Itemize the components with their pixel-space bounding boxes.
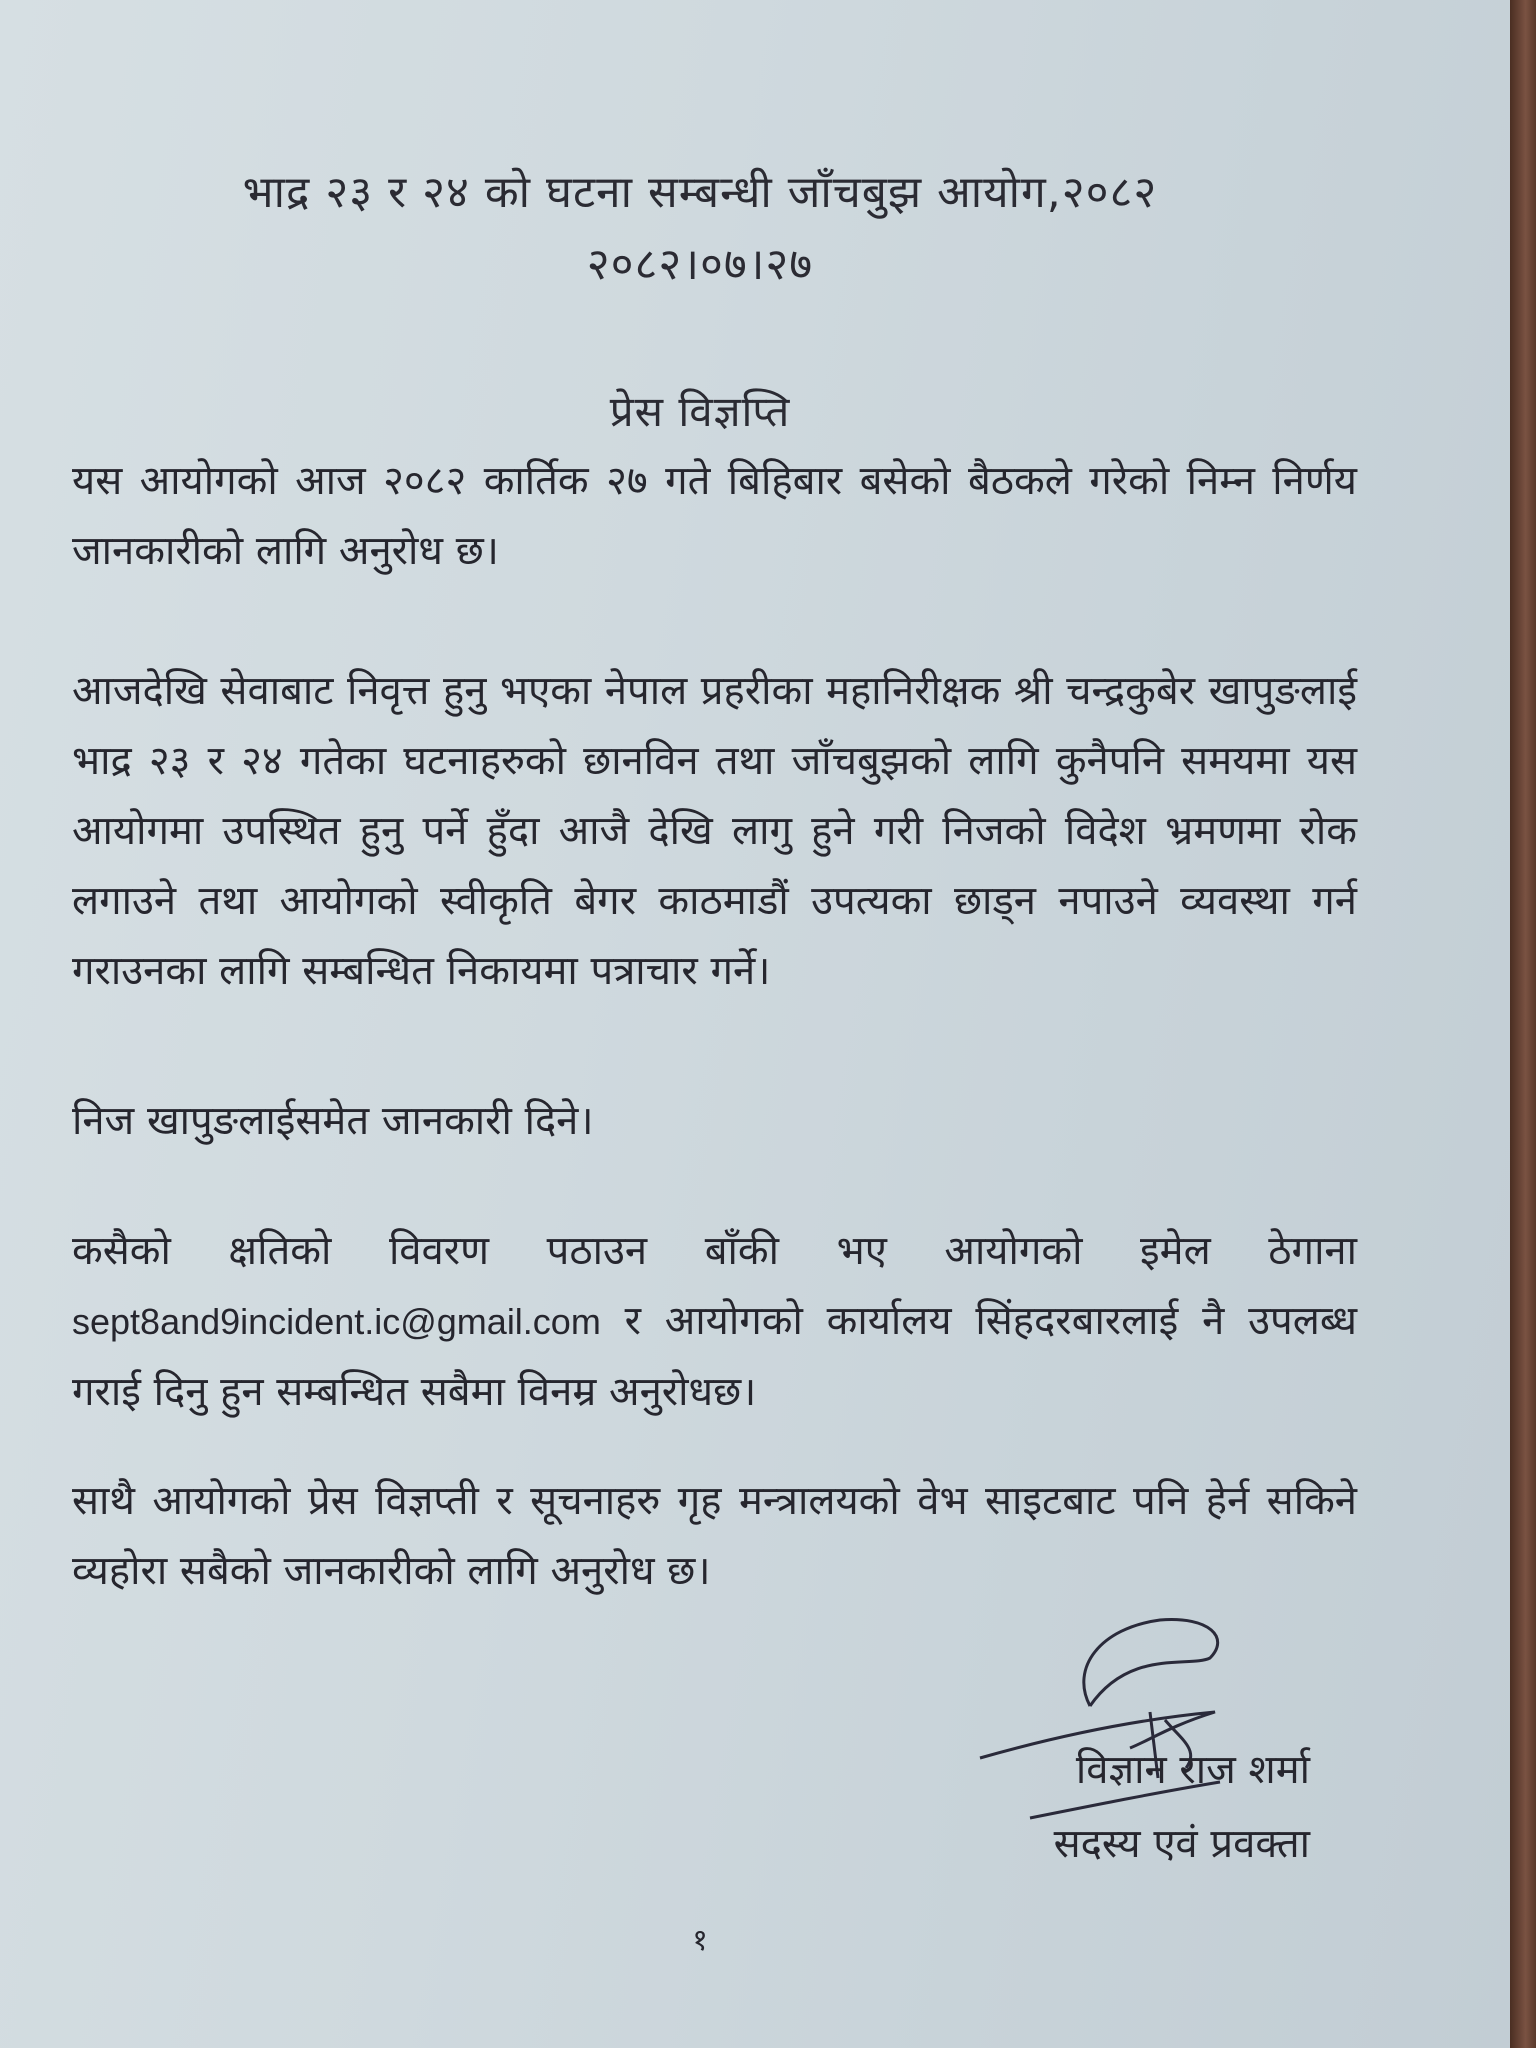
page-number: १	[692, 1923, 708, 1958]
paragraph-damage-details	[72, 1216, 1357, 1427]
paragraph-website: साथै आयोगको प्रेस विज्ञप्ती र सूचनाहरु गृह मन्त्रालयको वेभ साइटबाट पनि हेर्न सकिने व्यहोरा सबैको जानकारीको लागि अनुरोध छ।	[72, 1478, 1357, 1594]
paragraph-decision: आजदेखि सेवाबाट निवृत्त हुनु भएका नेपाल प्रहरीका महानिरीक्षक श्री चन्द्रकुबेर खापुङलाई भाद्र २३ र २४ गतेका घटनाहरुको छानविन तथा जाँचबुझको लागि कुनैपनि समयमा यस आयोगमा उपस्थित हुनु पर्ने हुँदा आजै देखि लागु हुने गरी निजको विदेश भ्रमणमा रोक लगाउने तथा आयोगको स्वीकृति बेगर काठमाडौं उपत्यका छाड्न नपाउने व्यवस्था गर्न गराउनका लागि सम्बन्धित निकायमा पत्राचार गर्ने।	[72, 668, 1357, 994]
damage-text-after: र आयोगको कार्यालय सिंहदरबारलाई नै उपलब्ध गराई दिनु हुन सम्बन्धित सबैमा विनम्र अनुरोधछ।	[72, 1298, 1357, 1415]
paragraph-intro: यस आयोगको आज २०८२ कार्तिक २७ गते बिहिबार बसेको बैठकले गरेको निम्न निर्णय जानकारीको लागि अनुरोध छ।	[72, 458, 1357, 574]
handwritten-signature	[960, 1608, 1340, 1848]
signatory-name: विज्ञान राज शर्मा	[1075, 1747, 1310, 1793]
commission-title: भाद्र २३ र २४ को घटना सम्बन्धी जाँचबुझ आयोग,२०८२	[242, 167, 1158, 218]
release-date: २०८२।०७।२७	[586, 239, 814, 290]
signatory-title: सदस्य एवं प्रवक्ता	[1053, 1821, 1310, 1867]
table-edge	[1510, 0, 1536, 2048]
damage-text-before: कसैको क्षतिको विवरण पठाउन बाँकी भए आयोगको इमेल ठेगाना	[72, 1228, 1357, 1274]
press-release-heading: प्रेस विज्ञप्ति	[609, 387, 791, 436]
paragraph-inform: निज खापुङलाईसमेत जानकारी दिने।	[72, 1098, 594, 1144]
email-address: sept8and9incident.ic@gmail.com	[72, 1301, 601, 1342]
